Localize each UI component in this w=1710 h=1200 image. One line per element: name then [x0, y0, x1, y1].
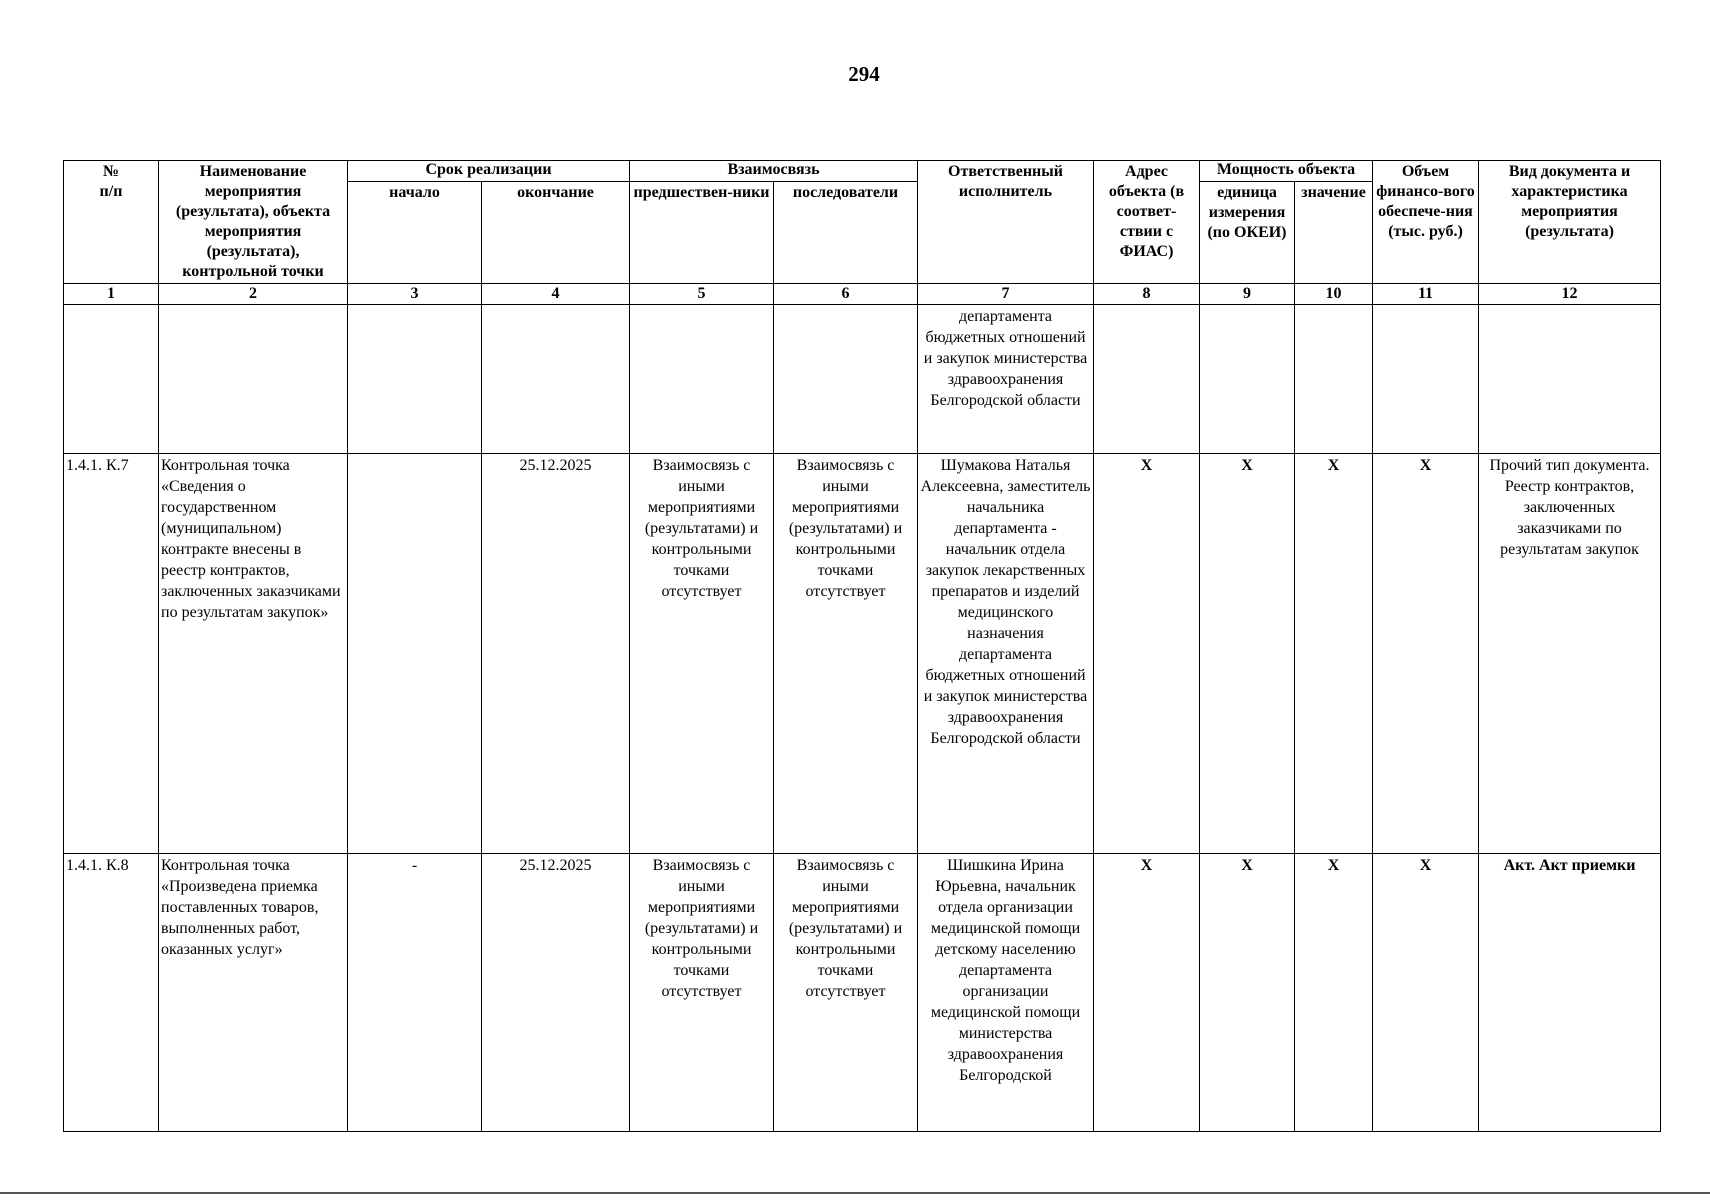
header-predecessors: предшествен-ники: [630, 182, 774, 284]
header-value: значение: [1295, 182, 1373, 284]
table-row: [64, 454, 1661, 854]
column-number: 3: [348, 284, 482, 305]
cell-predecessors: Взаимосвязь с иными мероприятиями (результатами) и контрольными точками отсутствует: [630, 454, 774, 854]
table-header: [64, 161, 1661, 284]
column-number: 2: [159, 284, 348, 305]
column-number: 5: [630, 284, 774, 305]
cell-document: Акт. Акт приемки: [1479, 854, 1661, 1132]
cell-end: [482, 305, 630, 454]
activities-table: [63, 160, 1661, 1132]
cell-predecessors: [630, 305, 774, 454]
cell-number: 1.4.1. К.7: [64, 454, 159, 854]
cell-start: [348, 305, 482, 454]
header-activity-name: Наименование мероприятия (результата), объекта мероприятия (результата), контрольной точки: [159, 161, 348, 284]
column-number: 11: [1373, 284, 1479, 305]
header-unit: единица измерения (по ОКЕИ): [1200, 182, 1295, 284]
column-number: 1: [64, 284, 159, 305]
page-number: 294: [848, 62, 880, 86]
cell-successors: [774, 305, 918, 454]
table-row: [64, 854, 1661, 1132]
cell-address: [1094, 305, 1200, 454]
column-number-row: [64, 284, 1661, 305]
cell-start: -: [348, 854, 482, 1132]
header-address: Адрес объекта (в соответ-ствии с ФИАС): [1094, 161, 1200, 284]
cell-responsible: Шумакова Наталья Алексеевна, заместитель начальника департамента - начальник отдела закупок лекарственных препаратов и изделий медицинского назначения департамента бюджетных отношений и закупок министерства здравоохранения Белгородской области: [918, 454, 1094, 854]
cell-funding: [1373, 305, 1479, 454]
header-period-start: начало: [348, 182, 482, 284]
header-responsible: Ответственный исполнитель: [918, 161, 1094, 284]
header-period: Срок реализации: [348, 161, 630, 182]
cell-value: [1295, 305, 1373, 454]
cell-funding: X: [1373, 454, 1479, 854]
cell-number: 1.4.1. К.8: [64, 854, 159, 1132]
cell-funding: X: [1373, 854, 1479, 1132]
header-period-end: окончание: [482, 182, 630, 284]
cell-value: X: [1295, 454, 1373, 854]
cell-address: X: [1094, 454, 1200, 854]
cell-document: Прочий тип документа. Реестр контрактов, заключенных заказчиками по результатам закупок: [1479, 454, 1661, 854]
cell-predecessors: Взаимосвязь с иными мероприятиями (результатами) и контрольными точками отсутствует: [630, 854, 774, 1132]
cell-activity-name: Контрольная точка «Произведена приемка поставленных товаров, выполненных работ, оказанных услуг»: [159, 854, 348, 1132]
column-number: 9: [1200, 284, 1295, 305]
header-relation: Взаимосвязь: [630, 161, 918, 182]
header-funding: Объем финансо-вого обеспече-ния (тыс. руб.): [1373, 161, 1479, 284]
cell-end: 25.12.2025: [482, 454, 630, 854]
column-number: 8: [1094, 284, 1200, 305]
table-row: [64, 305, 1661, 454]
cell-unit: [1200, 305, 1295, 454]
column-number: 12: [1479, 284, 1661, 305]
header-successors: последователи: [774, 182, 918, 284]
cell-unit: X: [1200, 454, 1295, 854]
cell-activity-name: Контрольная точка «Сведения о государственном (муниципальном) контракте внесены в реестр контрактов, заключенных заказчиками по результатам закупок»: [159, 454, 348, 854]
cell-successors: Взаимосвязь с иными мероприятиями (результатами) и контрольными точками отсутствует: [774, 854, 918, 1132]
column-number: 6: [774, 284, 918, 305]
header-capacity: Мощность объекта: [1200, 161, 1373, 182]
cell-activity-name: [159, 305, 348, 454]
page-bottom-rule: [0, 1192, 1710, 1194]
cell-unit: X: [1200, 854, 1295, 1132]
cell-start: [348, 454, 482, 854]
cell-end: 25.12.2025: [482, 854, 630, 1132]
column-number: 4: [482, 284, 630, 305]
cell-responsible: департамента бюджетных отношений и закупок министерства здравоохранения Белгородской области: [918, 305, 1094, 454]
cell-address: X: [1094, 854, 1200, 1132]
cell-document: [1479, 305, 1661, 454]
header-number: № п/п: [64, 161, 159, 284]
cell-value: X: [1295, 854, 1373, 1132]
cell-number: [64, 305, 159, 454]
cell-successors: Взаимосвязь с иными мероприятиями (результатами) и контрольными точками отсутствует: [774, 454, 918, 854]
column-number: 10: [1295, 284, 1373, 305]
cell-responsible: Шишкина Ирина Юрьевна, начальник отдела организации медицинской помощи детскому населению департамента организации медицинской помощи министерства здравоохранения Белгородской: [918, 854, 1094, 1132]
column-number: 7: [918, 284, 1094, 305]
header-document-type: Вид документа и характеристика мероприятия (результата): [1479, 161, 1661, 284]
